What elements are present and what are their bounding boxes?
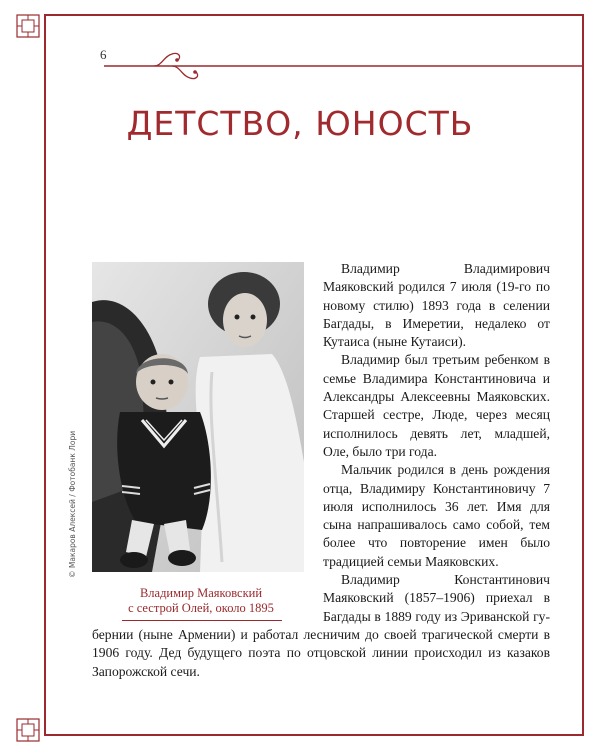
header-ornament	[44, 30, 584, 90]
caption-line-2: с сестрой Олей, около 1895	[128, 601, 274, 615]
main-text-column	[323, 260, 550, 626]
page-number: 6	[100, 47, 107, 62]
caption-underline	[122, 620, 282, 621]
paragraph-2: Владимир был третьим ребенком в семье Владимира Константиновича и Александры Алексеевны Маяковских. Старшей сестре, Люде, через месяц исполнилось девять лет, младшей, Оле, было три года.	[323, 352, 550, 459]
chapter-title: ДЕТСТВО, ЮНОСТЬ	[126, 104, 474, 143]
frame-top-line	[44, 14, 584, 16]
frame-bottom-line	[44, 734, 584, 736]
corner-ornament-bottom-left	[14, 716, 42, 744]
photo-credit: © Макаров Алексей / Фотобанк Лори	[68, 430, 77, 578]
paragraph-4: Владимир Константинович Маяковский (1857–1906) приехал в Багдады в 1889 году из Эриванской гу-	[323, 572, 550, 624]
continuation-text: бернии (ныне Армении) и работал лесничим до своей трагической смерти в 1906 году. Дед будущего поэта по отцовской линии происходил из казаков Запорожской сечи.	[92, 627, 550, 679]
corner-ornament-top-left	[14, 12, 42, 40]
paragraph-3: Мальчик родился в день рождения отца, Владимиру Константиновичу 7 июля исполнилось 36 лет. Имя для сына напрашивалось само собой, тем более что повторение имен было традицией семьи Маяковских.	[323, 462, 550, 569]
photo-caption	[95, 586, 307, 616]
paragraph-1: Владимир Владимирович Маяковский родился 7 июля (19-го по новому стилю) 1893 года в селении Багдады, в Имеретии, недалеко от Кутаиса (ныне Кутаиси).	[323, 261, 550, 350]
historical-photo	[92, 262, 304, 572]
caption-line-1: Владимир Маяковский	[139, 586, 263, 600]
